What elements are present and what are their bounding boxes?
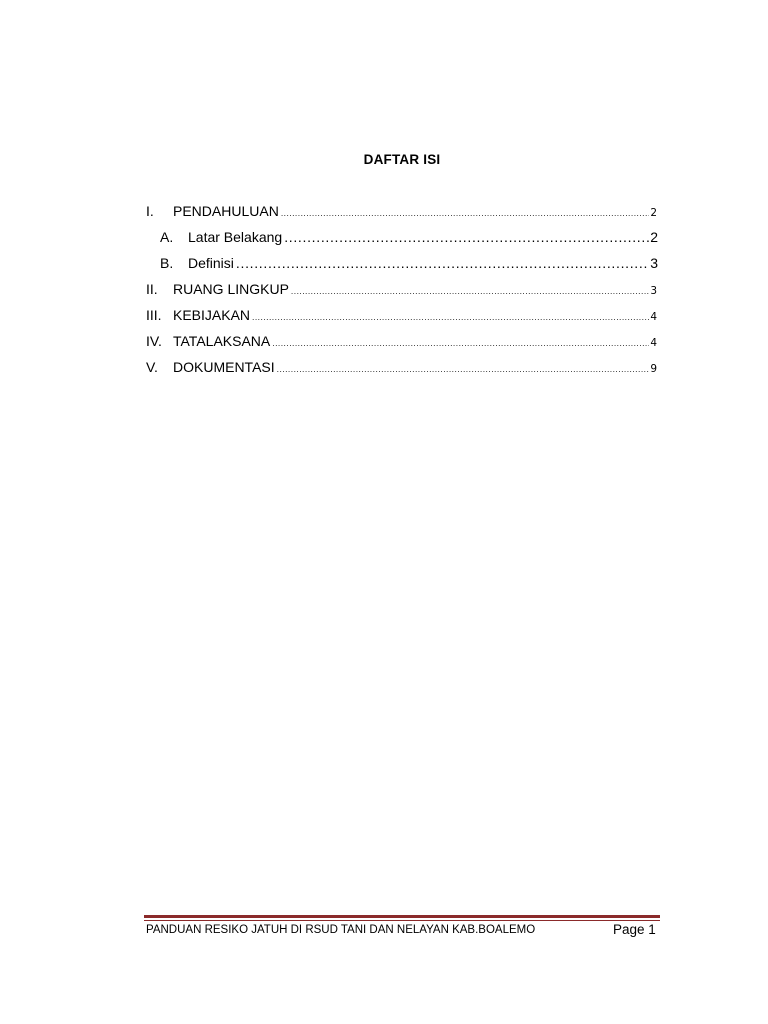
toc-entry-label: RUANG LINGKUP — [173, 281, 289, 297]
toc-entry-number: III. — [146, 307, 162, 323]
toc-entry-latar-belakang[interactable] — [160, 228, 658, 246]
toc-entry-page: 2 — [650, 207, 657, 219]
toc-entry-label: KEBIJAKAN — [173, 307, 251, 323]
toc-entry-number: A. — [160, 229, 174, 245]
toc-dot-leader — [284, 228, 649, 246]
toc-entry-page: 4 — [650, 311, 657, 323]
toc-entry-number: I. — [146, 203, 154, 219]
toc-entry-number: V. — [146, 359, 158, 375]
toc-entry-pendahuluan[interactable] — [146, 202, 657, 222]
toc-dot-leader — [277, 360, 650, 378]
footer-rule-thin — [144, 920, 660, 921]
toc-entry-ruang-lingkup[interactable] — [146, 280, 657, 300]
toc-entry-label: Latar Belakang — [188, 229, 283, 245]
toc-entry-page: 2 — [650, 229, 658, 245]
toc-entry-dokumentasi[interactable] — [146, 358, 657, 378]
toc-entry-label: DOKUMENTASI — [173, 359, 275, 375]
toc-dot-leader — [252, 308, 649, 326]
toc-entry-label: TATALAKSANA — [173, 333, 271, 349]
toc-dot-leader — [236, 254, 649, 272]
toc-title: DAFTAR ISI — [363, 152, 441, 167]
toc-entry-page: 3 — [650, 255, 658, 271]
toc-dot-leader — [272, 334, 649, 352]
footer-rule-thick — [144, 915, 660, 918]
toc-dot-leader — [281, 204, 650, 222]
toc-entry-label: Definisi — [188, 255, 234, 271]
toc-entry-page: 3 — [650, 285, 657, 297]
toc-entry-number: II. — [146, 281, 158, 297]
toc-entry-tatalaksana[interactable] — [146, 332, 657, 352]
footer-document-title: PANDUAN RESIKO JATUH DI RSUD TANI DAN NELAYAN KAB.BOALEMO — [146, 924, 536, 936]
toc-entry-label: PENDAHULUAN — [173, 203, 279, 219]
toc-entry-number: IV. — [146, 333, 162, 349]
toc-entry-page: 9 — [650, 363, 657, 375]
toc-dot-leader — [291, 282, 649, 300]
footer-page-number: Page 1 — [613, 922, 656, 937]
toc-entry-page: 4 — [650, 337, 657, 349]
toc-entry-kebijakan[interactable] — [146, 306, 657, 326]
toc-entry-number: B. — [160, 255, 174, 271]
toc-entry-definisi[interactable] — [160, 254, 658, 272]
